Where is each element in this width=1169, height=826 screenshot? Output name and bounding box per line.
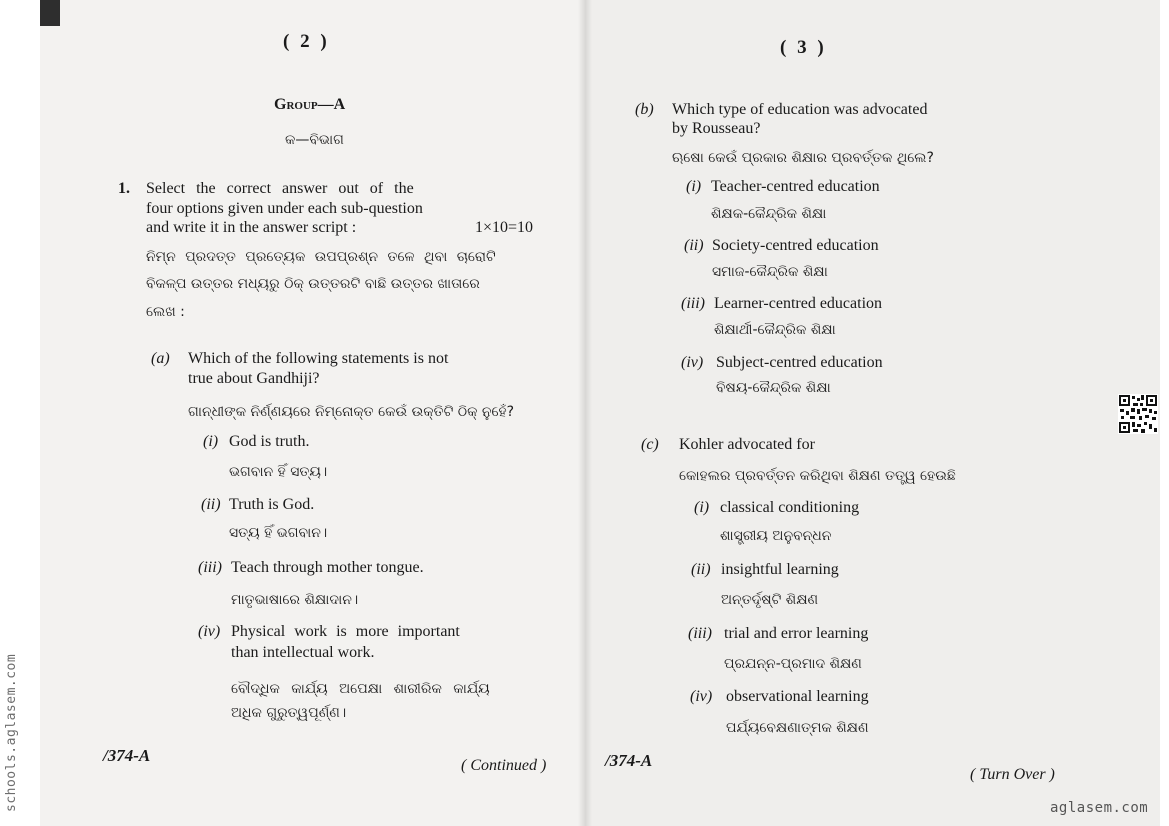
option-label: (ii) xyxy=(201,496,221,513)
option-odia: ଭଗବାନ ହିଁ ସତ୍ୟ। xyxy=(229,464,328,480)
option-text: Society-centred education xyxy=(712,237,879,254)
option-odia: ଶାସ୍ତ୍ରୀୟ ଅନୁବନ୍ଧନ xyxy=(720,528,832,544)
option-label: (i) xyxy=(203,433,219,450)
option-text: Teacher-centred education xyxy=(711,178,880,195)
option-label: (iii) xyxy=(681,295,705,312)
question-a-label: (a) xyxy=(151,350,170,367)
page-number-right: ( 3 ) xyxy=(780,37,827,58)
instruction-odia-line-2: ବିକଳ୍ପ ଉତ୍ତର ମଧ୍ୟରୁ ଠିକ୍ ଉତ୍ତରଟି ବାଛି ଉତ୍ତର ଖାତାରେ xyxy=(146,276,480,292)
option-label: (iii) xyxy=(198,559,222,576)
paper-code-left: /374-A xyxy=(103,746,151,765)
option-text: observational learning xyxy=(726,688,869,705)
question-b-line-2: by Rousseau? xyxy=(672,120,761,137)
question-c-text: Kohler advocated for xyxy=(679,436,815,453)
option-text: Learner-centred education xyxy=(714,295,883,312)
question-c-label: (c) xyxy=(641,436,659,453)
question-a-odia: ଗାନ୍ଧୀଙ୍କ ନିର୍ଣ୍ଣୟରେ ନିମ୍ନୋକ୍ତ କେଉଁ ଉକ୍ତିଟି ଠିକ୍ ନୁହେଁ? xyxy=(188,404,515,420)
group-heading: Group—A xyxy=(274,96,346,113)
option-odia: ସମାଜ-କୈନ୍ଦ୍ରିକ ଶିକ୍ଷା xyxy=(712,264,828,280)
question-b-odia: ଋଷୋ କେଉଁ ପ୍ରକାର ଶିକ୍ଷାର ପ୍ରବର୍ତ୍ତକ ଥିଲେ? xyxy=(672,150,934,166)
paper-code-right: /374-A xyxy=(605,751,653,770)
option-text: God is truth. xyxy=(229,433,310,450)
question-a-line-2: true about Gandhiji? xyxy=(188,370,320,387)
option-odia: ପର୍ଯ୍ୟବେକ୍ଷଣାତ୍ମକ ଶିକ୍ଷଣ xyxy=(726,720,869,736)
question-b-label: (b) xyxy=(635,101,654,118)
question-b-line-1: Which type of education was advocated xyxy=(672,101,928,118)
option-label: (ii) xyxy=(684,237,704,254)
option-odia-line-1: ବୌଦ୍ଧିକ କାର୍ଯ୍ୟ ଅପେକ୍ଷା ଶାରୀରିକ କାର୍ଯ୍ୟ xyxy=(231,681,490,697)
option-odia: ଅନ୍ତର୍ଦୃଷ୍ଟି ଶିକ୍ଷଣ xyxy=(721,592,819,608)
option-text: classical conditioning xyxy=(720,499,860,516)
question-c-odia: କୋହଲର ପ୍ରବର୍ତ୍ତନ କରିଥିବା ଶିକ୍ଷଣ ତତ୍ତ୍ୱ ହେଉଛି xyxy=(679,468,956,484)
instruction-odia-line-3: ଲେଖ : xyxy=(146,304,185,320)
option-label: (i) xyxy=(694,499,710,516)
option-odia: ବିଷୟ-କୈନ୍ଦ୍ରିକ ଶିକ୍ଷା xyxy=(716,380,831,396)
option-odia: ମାତୃଭାଷାରେ ଶିକ୍ଷାଦାନ। xyxy=(231,592,359,608)
instruction-line-1: Select the correct answer out of the xyxy=(146,180,414,197)
option-odia: ପ୍ରଯନ୍ନ-ପ୍ରମାଦ ଶିକ୍ଷଣ xyxy=(724,656,862,672)
option-text-line-2: than intellectual work. xyxy=(231,644,375,661)
turn-over-note: ( Turn Over ) xyxy=(970,766,1055,783)
option-odia: ଶିକ୍ଷକ-କୈନ୍ଦ୍ରିକ ଶିକ୍ଷା xyxy=(711,206,827,222)
corner-watermark: aglasem.com xyxy=(1050,800,1149,816)
option-label: (ii) xyxy=(691,561,711,578)
option-odia-line-2: ଅଧିକ ଗୁରୁତ୍ୱପୂର୍ଣ୍ଣ। xyxy=(231,705,347,721)
page-gutter xyxy=(578,0,592,826)
instruction-line-3: and write it in the answer script : xyxy=(146,219,357,236)
instruction-line-2: four options given under each sub-question xyxy=(146,200,423,217)
option-text: insightful learning xyxy=(721,561,839,578)
qr-code xyxy=(1118,394,1158,434)
group-heading-odia: କ—ବିଭାଗ xyxy=(285,132,344,148)
continued-note: ( Continued ) xyxy=(461,757,547,774)
option-odia: ଶିକ୍ଷାର୍ଥୀ-କୈନ୍ଦ୍ରିକ ଶିକ୍ଷା xyxy=(714,322,836,338)
scan-edge xyxy=(40,0,60,26)
option-text: Truth is God. xyxy=(229,496,315,513)
side-watermark: schools.aglasem.com xyxy=(4,653,19,812)
option-label: (iv) xyxy=(198,623,221,640)
option-text: Subject-centred education xyxy=(716,354,883,371)
option-label: (i) xyxy=(686,178,702,195)
option-odia: ସତ୍ୟ ହିଁ ଭଗବାନ। xyxy=(229,525,328,541)
page-number-left: ( 2 ) xyxy=(283,31,330,52)
question-number: 1. xyxy=(118,180,130,197)
option-label: (iv) xyxy=(690,688,713,705)
option-label: (iii) xyxy=(688,625,712,642)
instruction-odia-line-1: ନିମ୍ନ ପ୍ରଦତ୍ତ ପ୍ରତ୍ୟେକ ଉପପ୍ରଶ୍ନ ତଳେ ଥିବା ଚାରୋଟି xyxy=(146,249,496,265)
marks: 1×10=10 xyxy=(475,219,534,236)
option-text: Teach through mother tongue. xyxy=(231,559,424,576)
option-text: trial and error learning xyxy=(724,625,869,642)
option-label: (iv) xyxy=(681,354,704,371)
option-text-line-1: Physical work is more important xyxy=(231,623,460,640)
question-a-line-1: Which of the following statements is not xyxy=(188,350,449,367)
